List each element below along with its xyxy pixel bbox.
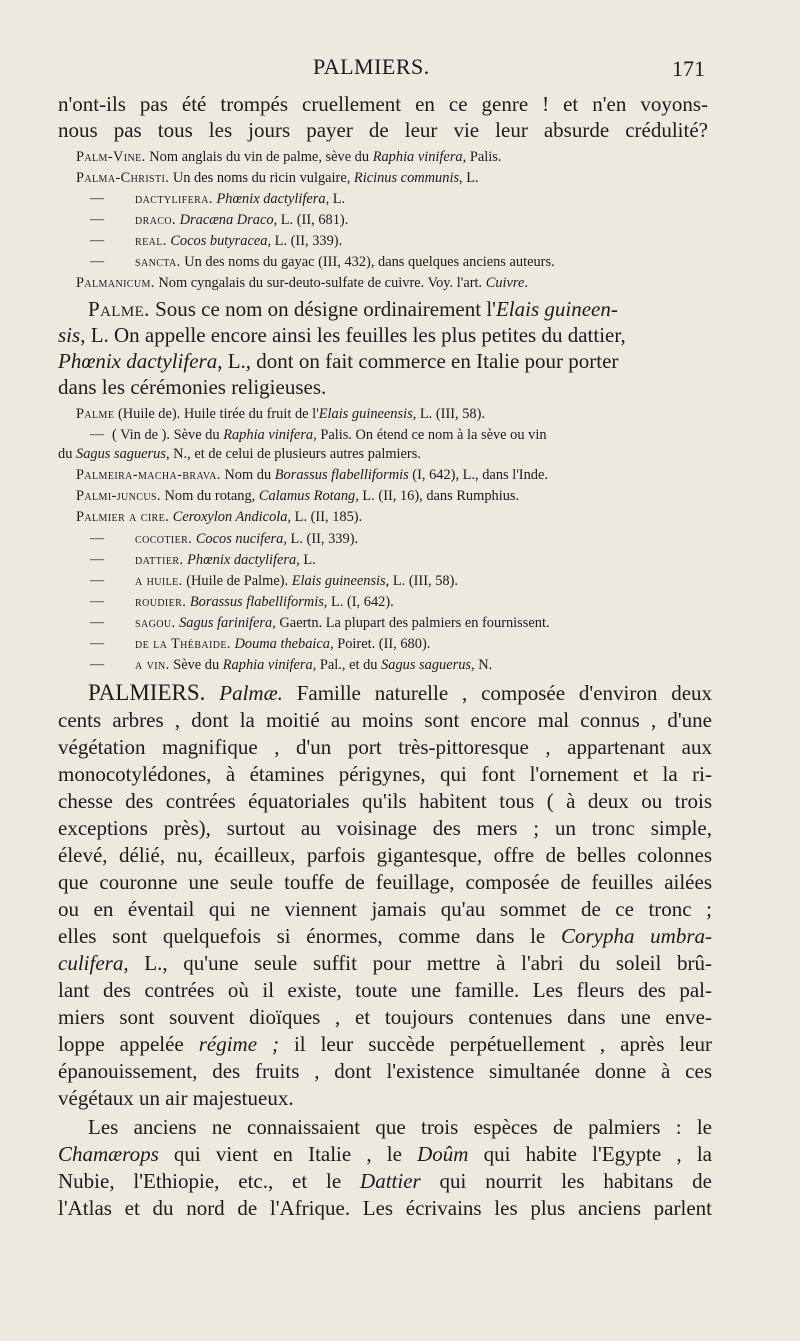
text-line: Nubie, l'Ethiopie, etc., et le Dattier qui nourrit les habitans de [58, 1169, 712, 1193]
palmiers-line-1: PALMIERS. Palmæ. Famille naturelle , composée d'environ deux [88, 680, 713, 705]
text-line: ou en éventail qui ne viennent jamais qu'au sommet de ce tronc ; [58, 897, 712, 921]
text-line: cents arbres , dont la moitié au moins sont encore mal connus , d'une [58, 708, 712, 732]
text-line: elles sont quelquefois si énormes, comme dans le Corypha umbra- [58, 924, 712, 948]
palme-line-4: dans les cérémonies religieuses. [58, 375, 327, 399]
text-line: n'ont-ils pas été trompés cruellement en ce genre ! et n'en voyons- [58, 92, 708, 116]
text-line: que couronne une seule touffe de feuillage, composée de feuilles ailées [58, 870, 712, 894]
entry-palmier-cire: Palmier a cire. Ceroxylon Andicola, L. (II, 185). [76, 509, 363, 525]
text-line: Chamærops qui vient en Italie , le Doûm qui habite l'Egypte , la [58, 1142, 712, 1166]
text-line: chesse des contrées équatoriales qu'ils habitent tous ( à deux ou trois [58, 789, 712, 813]
entry-palme-vin-cont: du Sagus saguerus, N., et de celui de plusieurs autres palmiers. [58, 446, 421, 462]
palme-line-1: Palme. Sous ce nom on désigne ordinairement l'Elais guineen- [88, 297, 618, 321]
text-line: végétation magnifique , d'un port très-pittoresque , appartenant aux [58, 735, 712, 759]
entry-palmanicum: Palmanicum. Nom cyngalais du sur-deuto-sulfate de cuivre. Voy. l'art. Cuivre. [76, 275, 528, 291]
text-line: culifera, L., qu'une seule suffit pour mettre à l'abri du soleil brû- [58, 951, 712, 975]
text-line: lant des contrées où il existe, toute une famille. Les fleurs des pal- [58, 978, 712, 1002]
text-line: Les anciens ne connaissaient que trois espèces de palmiers : le [88, 1115, 712, 1139]
text-line: exceptions près), surtout au voisinage des mers ; un tronc simple, [58, 816, 712, 840]
running-header [0, 54, 800, 88]
entry-palme-huile: Palme (Huile de). Huile tirée du fruit de l'Elais guineensis, L. (III, 58). [76, 406, 486, 422]
entry-palm-vine: Palm-Vine. Nom anglais du vin de palme, sève du Raphia vinifera, Palis. [76, 149, 502, 165]
text-line: miers sont souvent dioïques , et toujours contenues dans une enve- [58, 1005, 712, 1029]
entry-palmi-juncus: Palmi-juncus. Nom du rotang, Calamus Rotang, L. (II, 16), dans Rumphius. [76, 488, 520, 504]
text-line: monocotylédones, à étamines périgynes, qui font l'ornement et la ri- [58, 762, 712, 786]
text-line: épanouissement, des fruits , dont l'existence simultanée donne à ces [58, 1059, 712, 1083]
entry-palmeira: Palmeira-macha-brava. Nom du Borassus flabelliformis (I, 642), L., dans l'Inde. [76, 467, 548, 483]
text-line: loppe appelée régime ; il leur succède perpétuellement , après leur [58, 1032, 713, 1056]
palme-line-3: Phœnix dactylifera, L., dont on fait commerce en Italie pour porter [58, 349, 619, 373]
text-line: l'Atlas et du nord de l'Afrique. Les écrivains les plus anciens parlent [58, 1196, 712, 1220]
page-number: 171 [672, 56, 705, 81]
palme-line-2: sis, L. On appelle encore ainsi les feuilles les plus petites du dattier, [58, 323, 626, 347]
text-line: nous pas tous les jours payer de leur vie leur absurde crédulité? [58, 118, 708, 142]
entry-palma-christi: Palma-Christi. Un des noms du ricin vulgaire, Ricinus communis, L. [76, 170, 479, 186]
book-page: PALMIERS. 171 n'ont-ils pas été trompés cruellement en ce genre ! et n'en voyons- nous pas tous les jours payer de leur vie leur absurde crédulité? Palm-Vine. Nom anglais du vin de palme, sève du Raphia vinifera, Palis. Palma-Christi. Un des noms du ricin vulgaire, Ricinus communis, L. — dactylifera. Phœnix dactylifera, L. — draco. Dracæna Draco, L. (II, 681). — real. Cocos butyracea, L. (II, 339). — sancta. Un des noms du gayac (III, 432), dans quelques anciens auteurs. Palmanicum. Nom cyngalais du sur-deuto-sulfate de cuivre. Voy. l'art. Cuivre. Palme. Sous ce nom on désigne ordinairement l'Elais guineen- sis, L. On appelle encore ainsi les feuilles les plus petites du dattier, Phœnix dactylifera, L., dont on fait commerce en Italie pour porter dans les cérémonies religieuses. Palme (Huile de). Huile tirée du fruit de l'Elais guineensis, L. (III, 58). — ( Vin de ). Sève du Raphia vinifera, Palis. On étend ce nom à la sève ou vin du Sagus saguerus, N., et de celui de plusieurs autres palmiers. Palmeira-macha-brava. Nom du Borassus flabelliformis (I, 642), L., dans l'Inde. Palmi-juncus. Nom du rotang, Calamus Rotang, L. (II, 16), dans Rumphius. Palmier a cire. Ceroxylon Andicola, L. (II, 185). — cocotier. Cocos nucifera, L. (II, 339). — dattier. Phœnix dactylifera, L. — a huile. (Huile de Palme). Elais guineensis, L. (III, 58). — roudier. Borassus flabelliformis, L. (I, 642). — sagou. Sagus farinifera, Gaertn. La plupart des palmiers en fournissent. — de la Thébaide. Douma thebaica, Poiret. (II, 680). — a vin. Sève du Raphia vinifera, Pal., et du Sagus saguerus, N. PALMIERS. Palmæ. Famille naturelle , composée d'environ deux cents arbres , dont la moitié au moins sont encore mal connus , d'une végétation magnifique , d'un port très-pittoresque , appartenant aux monocotylédones, à étamines périgynes, qui font l'ornement et la ri- chesse des contrées équatoriales qu'ils habitent tous ( à deux ou trois exceptions près), surtout au voisinage des mers ; un tronc simple, élevé, délié, nu, écailleux, parfois gigantesque, offre de belles colonnes que couronne une seule touffe de feuillage, composée de feuilles ailées ou en éventail qui ne viennent jamais qu'au sommet de ce tronc ; elles sont quelquefois si énormes, comme dans le Corypha umbra- culifera, L., qu'une seule suffit pour mettre à l'abri du soleil brû- lant des contrées où il existe, toute une famille. Les fleurs des pal- miers sont souvent dioïques , et toujours contenues dans une enve- loppe appelée régime ; il leur succède perpétuellement , après leur épanouissement, des fruits , dont l'existence simultanée donne à ces végétaux un air majestueux. Les anciens ne connaissaient que trois espèces de palmiers : le Chamærops qui vient en Italie , le Doûm qui habite l'Egypte , la Nubie, l'Ethiopie, etc., et le Dattier qui nourrit les habitans de l'Atlas et du nord de l'Afrique. Les écrivains les plus anciens parlent [0, 0, 800, 1341]
running-title: PALMIERS. [313, 54, 430, 79]
text-line: élevé, délié, nu, écailleux, parfois gigantesque, offre de belles colonnes [58, 843, 712, 867]
text-line: végétaux un air majestueux. [58, 1086, 294, 1110]
